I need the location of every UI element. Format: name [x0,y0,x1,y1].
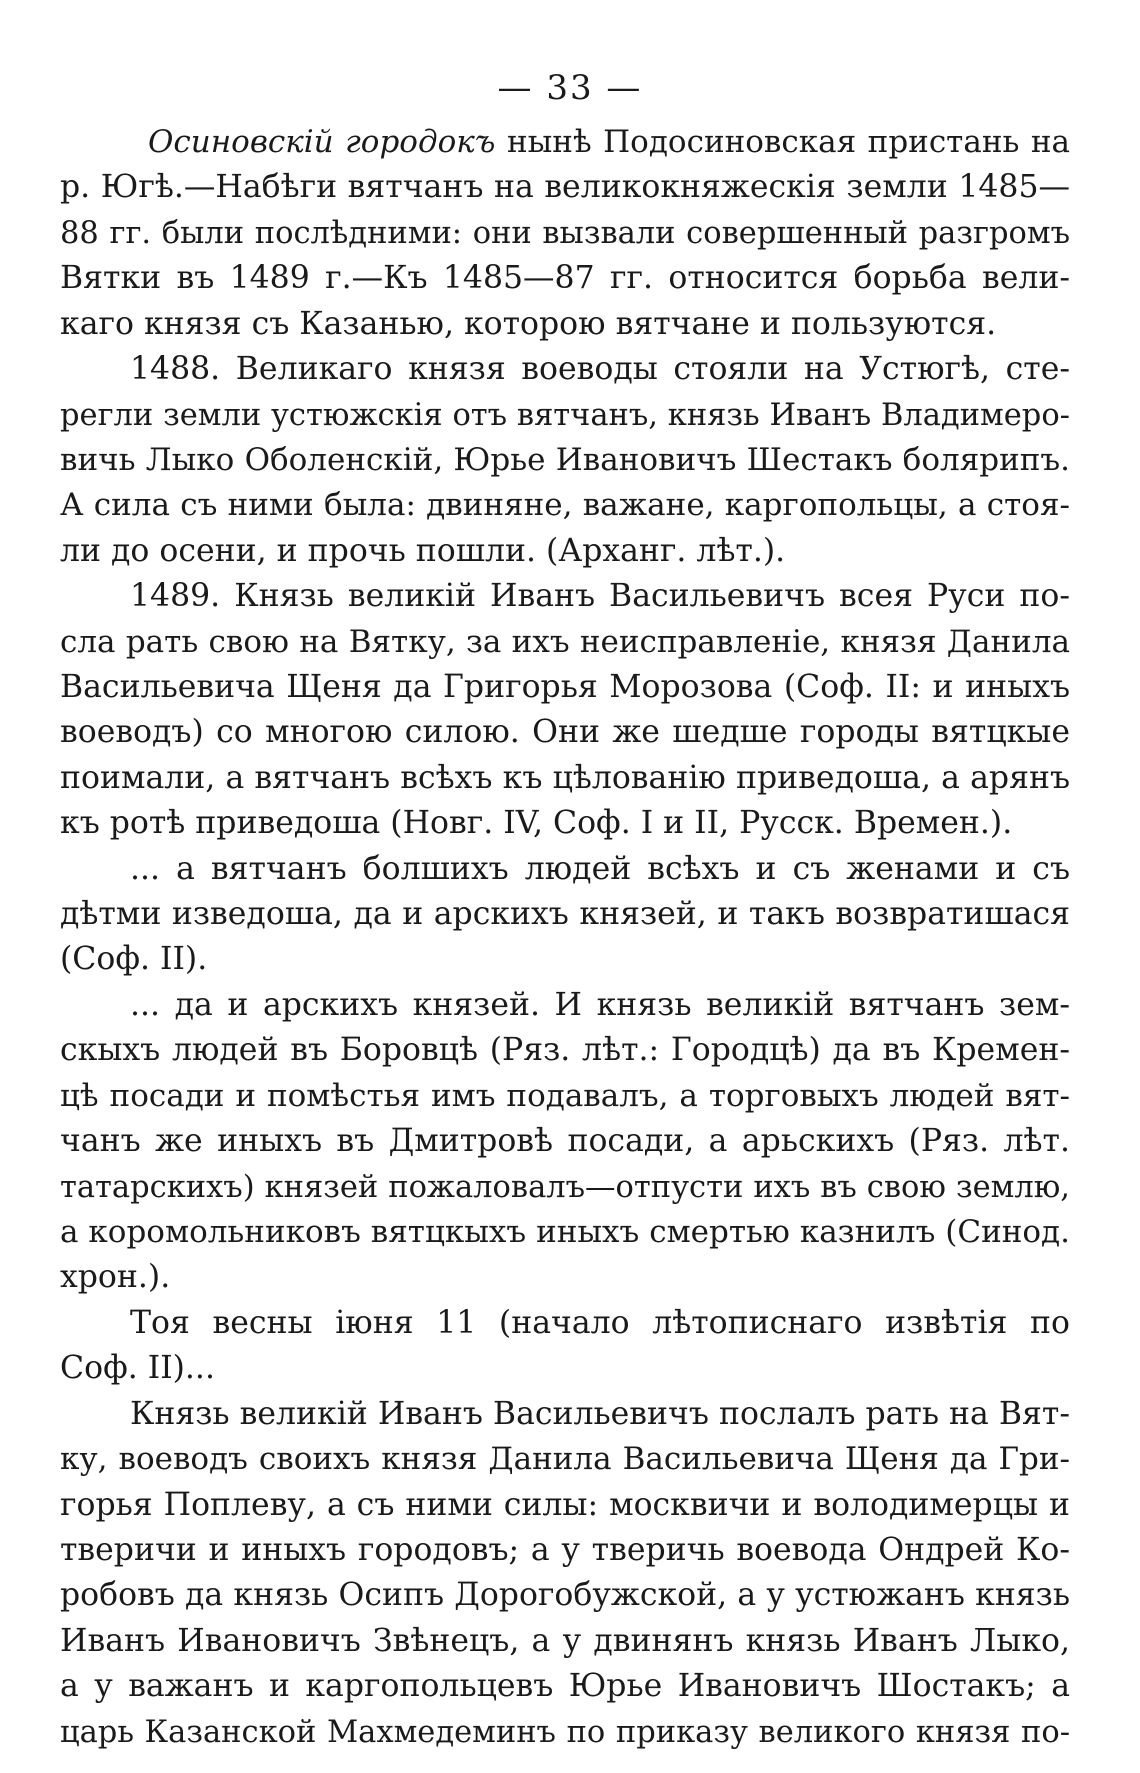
text-line: каго князя съ Казанью, которою вятчане и пользуются. [60,306,997,342]
text-line: дѣтми изведоша, да и арскихъ князей, и такъ возвратишася [60,896,1070,932]
text-line: цѣ посади и помѣстья имъ подавалъ, а торговыхъ людей вят- [60,1078,1070,1114]
italic-term: Осиновскій городокъ [148,124,496,160]
text-line: 1489. Князь великій Иванъ Васильевичъ всея Руси по- [130,578,1070,614]
line-text: нынѣ Подосиновская пристань на [495,124,1070,160]
text-line: р. Югѣ.—Набѣги вятчанъ на великокняжескія земли 1485— [60,169,1070,205]
text-line: тверичи и иныхъ городовъ; а у тверичь воевода Ондрей Ко- [60,1532,1070,1568]
text-line: вичь Лыко Оболенскій, Юрье Ивановичъ Шестакъ болярипъ. [60,442,1070,478]
text-line: сла рать свою на Вятку, за ихъ неисправленіе, князя Данила [60,624,1070,660]
text-line: ку, воеводъ своихъ князя Данила Васильевича Щеня да Гри- [60,1441,1070,1477]
text-line: Васильевича Щеня да Григорья Морозова (Соф. II: и иныхъ [60,669,1070,705]
text-line: хрон.). [60,1259,171,1295]
text-line: Вятки въ 1489 г.—Къ 1485—87 гг. относится борьба вели- [60,260,1070,296]
text-line: ли до осени, и прочь пошли. (Арханг. лѣт.). [60,533,786,569]
text-line: Иванъ Ивановичъ Звѣнецъ, а у двинянъ князь Иванъ Лыко, [60,1623,1070,1659]
text-line [148,120,1070,165]
text-line: къ ротѣ приведоша (Новг. IV, Соф. I и II, Русск. Времен.). [60,805,1013,841]
text-line: Соф. II)... [60,1350,215,1386]
text-line: Князь великій Иванъ Васильевичъ послалъ рать на Вят- [130,1396,1070,1432]
text-line: ... да и арскихъ князей. И князь великій вятчанъ зем- [130,987,1070,1023]
text-line: а у важанъ и каргопольцевъ Юрье Ивановичъ Шостакъ; а [60,1668,1070,1704]
text-line: поимали, а вятчанъ всѣхъ къ цѣлованію приведоша, а арянъ [60,760,1070,796]
text-line: робовъ да князь Осипъ Дорогобужской, а у устюжанъ князь [60,1577,1070,1613]
text-line: ... а вятчанъ болшихъ людей всѣхъ и съ женами и съ [130,851,1070,887]
text-line: 1488. Великаго князя воеводы стояли на Устюгѣ, сте- [130,351,1070,387]
text-line: татарскихъ) князей пожаловалъ—отпусти ихъ въ свою землю, [60,1170,1070,1205]
text-line: воеводъ) со многою силою. Они же шедше городы вятцкые [60,714,1070,750]
page-number: — 33 — [497,68,643,108]
text-line: (Соф. II). [60,941,208,977]
text-line: скыхъ людей въ Боровцѣ (Ряз. лѣт.: Городцѣ) да въ Кремен- [60,1032,1070,1068]
text-line: Тоя весны іюня 11 (начало лѣтописнаго извѣтія по [130,1305,1070,1341]
text-line: царь Казанской Махмедеминъ по приказу великого князя по- [60,1715,1070,1750]
text-line: горья Поплеву, а съ ними силы: москвичи и володимерцы и [60,1487,1070,1523]
text-line: а коромольниковъ вятцкыхъ иныхъ смертью казнилъ (Синод. [60,1214,1070,1250]
text-line: регли земли устюжскія отъ вятчанъ, князь Иванъ Владимеро- [60,398,1070,433]
text-line: 88 гг. были послѣдними: они вызвали совершенный разгромъ [60,216,1070,251]
text-line: А сила съ ними была: двиняне, важане, каргопольцы, а стоя- [60,487,1070,523]
text-line: чанъ же иныхъ въ Дмитровѣ посади, а арьскихъ (Ряз. лѣт. [60,1123,1070,1159]
